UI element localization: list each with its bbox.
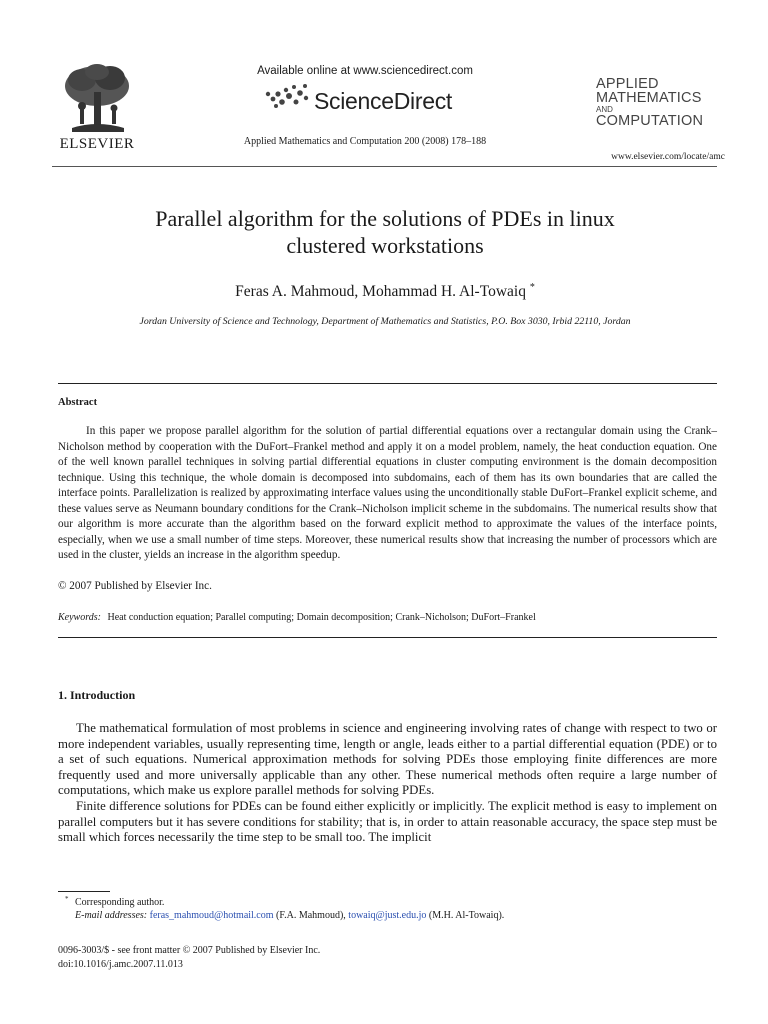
authors-text: Feras A. Mahmoud, Mohammad H. Al-Towaiq	[235, 283, 526, 301]
issn-line: 0096-3003/$ - see front matter © 2007 Published by Elsevier Inc.	[58, 945, 321, 956]
journal-header	[0, 0, 768, 175]
available-online-text: Available online at www.sciencedirect.com	[257, 65, 473, 77]
journal-citation: Applied Mathematics and Computation 200 (2008) 178–188	[243, 136, 487, 147]
footnote-emails	[75, 910, 504, 921]
intro-paragraph-1: The mathematical formulation of most problems in science and engineering involving rates of change with respect to two or more independent variables, usually representing time, length or angle, leads either to a partial differential equation (PDE) or to a set of such equations. Numerical approximation methods for solving PDEs those employing finite differences are more frequently used and more universally applicable than any other. These numerical methods often require a large number of computations, which make us explore parallel methods for solving PDEs.	[58, 721, 717, 798]
email-label: E-mail addresses:	[75, 910, 148, 921]
journal-logo	[596, 77, 726, 128]
article-title	[60, 205, 710, 259]
footnote-mark: *	[65, 895, 69, 903]
corresponding-author-text: Corresponding author.	[75, 897, 165, 908]
publisher-name: ELSEVIER	[59, 136, 135, 152]
journal-logo-line1: APPLIED	[596, 76, 659, 92]
abstract-top-rule	[58, 383, 717, 384]
sciencedirect-dots-icon	[262, 82, 312, 114]
sciencedirect-brand: ScienceDirect	[314, 88, 452, 114]
keywords	[58, 612, 536, 623]
keywords-list: Heat conduction equation; Parallel computing; Domain decomposition; Crank–Nicholson; DuFort–Frankel	[107, 612, 536, 623]
abstract-heading: Abstract	[58, 397, 98, 408]
section-heading: 1. Introduction	[58, 688, 136, 702]
title-line-2: clustered workstations	[286, 233, 484, 258]
sciencedirect-logo	[262, 82, 482, 118]
email-link-mahmoud[interactable]: feras_mahmoud@hotmail.com	[149, 910, 274, 921]
elsevier-tree-logo	[52, 62, 142, 134]
affiliation: Jordan University of Science and Technology, Department of Mathematics and Statistics, P.O. Box 3030, Irbid 22110, Jordan	[139, 316, 631, 327]
author-list	[60, 282, 710, 301]
header-divider	[52, 166, 717, 167]
footnote-corresponding	[65, 895, 165, 908]
journal-logo-line3: AND	[596, 105, 613, 114]
keywords-label: Keywords:	[58, 612, 101, 623]
email-link-towaiq[interactable]: towaiq@just.edu.jo	[348, 910, 427, 921]
journal-logo-line2: MATHEMATICS	[596, 90, 702, 106]
email-owner-towaiq: (M.H. Al-Towaiq).	[428, 910, 505, 921]
introduction-body	[58, 721, 717, 846]
corresponding-mark: *	[529, 282, 535, 293]
issn-doi-block	[58, 944, 320, 972]
intro-paragraph-2: Finite difference solutions for PDEs can be found either explicitly or implicitly. The explicit method is easy to implement on parallel computers but it has severe conditions for stability; that is, in order to attain reasonable accuracy, the space step must be small which forces necessarily the time step to be small too. The implicit	[58, 798, 717, 845]
journal-url: www.elsevier.com/locate/amc	[611, 152, 725, 162]
doi-line: doi:10.1016/j.amc.2007.11.013	[58, 959, 183, 970]
title-line-1: Parallel algorithm for the solutions of PDEs in linux	[155, 206, 615, 231]
footnote-rule	[58, 891, 110, 892]
abstract-text: In this paper we propose parallel algorithm for the solution of partial differential equations over a rectangular domain using the Crank–Nicholson method by cooperation with the DuFort–Frankel method and apply it on a model problem, namely, the heat conduction equation. One of the well known parallel techniques in solving partial differential equations in cluster computing environment is the domain decomposition technique. Using this technique, the whole domain is decomposed into subdomains, each of them has its own boundaries that are called the interface points. Parallelization is realized by approximating interface values using the unconditionally stable DuFort–Frankel explicit scheme, and these values serve as Neumann boundary conditions for the Crank–Nicholson implicit scheme in the subdomains. The numerical results show that our algorithm is more accurate than the algorithm based on the forward explicit method to approximate the values of the interface points, especially, when we use a small number of time steps. Moreover, these numerical results show that increasing the number of processors which are used in the cluster, yields an increase in the algorithm speedup.	[58, 425, 717, 561]
abstract-bottom-rule	[58, 637, 717, 638]
email-owner-mahmoud: (F.A. Mahmoud),	[276, 910, 346, 921]
abstract-copyright: © 2007 Published by Elsevier Inc.	[58, 580, 212, 592]
journal-logo-line4: COMPUTATION	[596, 113, 704, 129]
